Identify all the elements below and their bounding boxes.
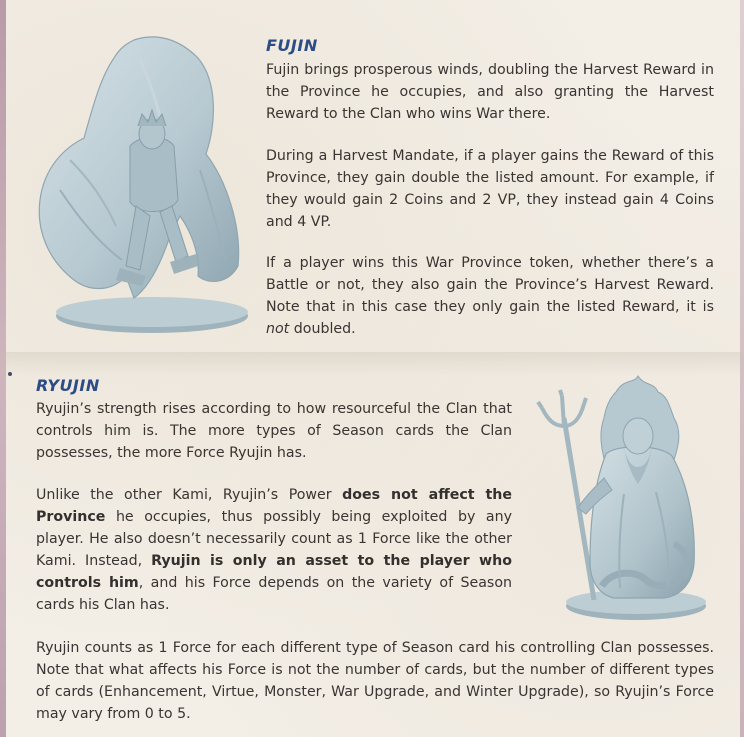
ryujin-p2-bold-2: Ryujin is only an asset to the player who controls him [36, 553, 513, 591]
ryujin-miniature-figure [524, 374, 720, 626]
ryujin-paragraph-2 [36, 484, 512, 616]
fujin-paragraph-2: During a Harvest Mandate, if a player gains the Reward of this Province, they gain double the listed amount. For example, if they would gain 2 Coins and 2 VP, they instead gain 4 Coins and 4 VP. [266, 148, 714, 230]
fujin-miniature-figure [30, 30, 262, 338]
ryujin-p2-bold-1: does not affect the Province [36, 487, 512, 525]
fujin-paragraph-3 [266, 252, 714, 340]
ryujin-paragraph-1: Ryujin’s strength rises according to how resourceful the Clan that controls him is. The more types of Season cards the Clan possesses, the more Force Ryujin has. [36, 401, 512, 461]
fujin-heading: FUJIN [266, 36, 318, 55]
fujin-p3-emphasis: not [266, 321, 290, 337]
fujin-p3-text-c: doubled. [289, 321, 356, 337]
fujin-paragraph-1: Fujin brings prosperous winds, doubling the Harvest Reward in the Province he occupies, and also granting the Harvest Reward to the Clan who wins War there. [266, 62, 714, 122]
section-divider [0, 352, 744, 376]
ryujin-p2-text-a: Unlike the other Kami, Ryujin’s Power [36, 487, 343, 503]
fujin-p3-text-a: If a player wins this War Province token, whether there’s a Battle or not, they also gain the Province’s Harvest Reward. Note that in this case they only gain the listed Reward, it is [266, 255, 714, 315]
ryujin-p2-text-e: , and his Force depends on the variety of Season cards his Clan has. [36, 575, 512, 613]
ryujin-paragraph-3: Ryujin counts as 1 Force for each different type of Season card his controlling Clan possesses. Note that what affects his Force is not the number of cards, but the number of different types of cards (Enhancement, Virtue, Monster, War Upgrade, and Winter Upgrade), so Ryujin’s Force may vary from 0 to 5. [36, 640, 714, 722]
divider-dot [8, 372, 12, 376]
ryujin-heading: RYUJIN [36, 376, 100, 395]
ryujin-p2-text-c: he occupies, thus possibly being exploited by any player. He also doesn’t necessarily count as 1 Force like the other Kami. Instead, [36, 509, 512, 569]
